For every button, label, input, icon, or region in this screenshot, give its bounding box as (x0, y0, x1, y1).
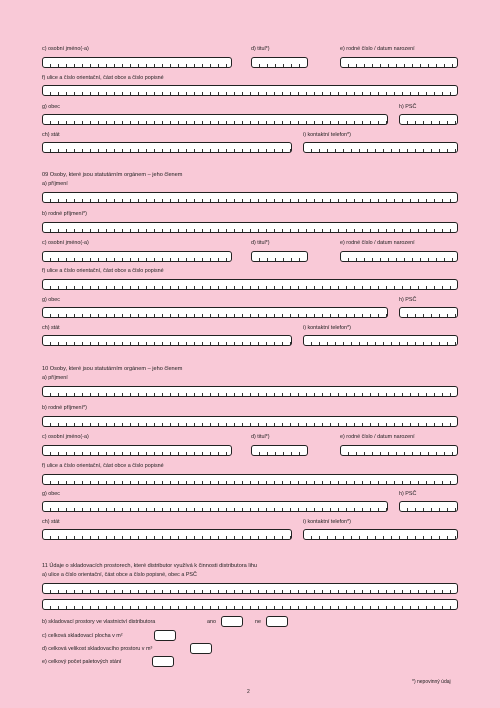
osobni-jmeno-field[interactable] (42, 445, 232, 456)
label-palety: e) celkový počet paletových stání (42, 659, 122, 665)
titul-field[interactable] (251, 251, 308, 262)
label-telefon: i) kontaktní telefon*) (303, 132, 351, 138)
rodne-prijmeni-field[interactable] (42, 222, 458, 233)
adresa-skladu-field-2[interactable] (42, 599, 458, 610)
psc-field[interactable] (399, 114, 458, 125)
obec-field[interactable] (42, 501, 388, 512)
ulice-field[interactable] (42, 474, 458, 485)
label-osobni-jmeno: c) osobní jméno(-a) (42, 46, 89, 52)
ano-checkbox[interactable] (221, 616, 243, 627)
label-osobni-jmeno: c) osobní jméno(-a) (42, 240, 89, 246)
label-psc: h) PSČ (399, 491, 417, 497)
label-titul: d) titul*) (251, 240, 270, 246)
label-osobni-jmeno: c) osobní jméno(-a) (42, 434, 89, 440)
titul-field[interactable] (251, 445, 308, 456)
obec-field[interactable] (42, 114, 388, 125)
section-09-title: 09 Osoby, které jsou statutárním orgánem – jeho členem (42, 172, 183, 178)
plocha-field[interactable] (154, 630, 176, 641)
obec-field[interactable] (42, 307, 388, 318)
osobni-jmeno-field[interactable] (42, 57, 232, 68)
velikost-field[interactable] (190, 643, 212, 654)
ulice-field[interactable] (42, 85, 458, 96)
label-titul: d) titul*) (251, 434, 270, 440)
section-11-title: 11 Údaje o skladovacích prostorech, které distributor využívá k činnosti distributora lihu (42, 563, 258, 569)
label-psc: h) PSČ (399, 297, 417, 303)
label-prijmeni: a) příjmení (42, 375, 68, 381)
stat-field[interactable] (42, 335, 292, 346)
rodne-cislo-field[interactable] (340, 251, 458, 262)
stat-field[interactable] (42, 142, 292, 153)
label-obec: g) obec (42, 297, 60, 303)
label-prijmeni: a) příjmení (42, 181, 68, 187)
palety-field[interactable] (152, 656, 174, 667)
section-10-title: 10 Osoby, které jsou statutárním orgánem – jeho členem (42, 366, 183, 372)
label-velikost: d) celková velikost skladovacího prostoru v m³ (42, 646, 153, 652)
page-number: 2 (247, 689, 250, 695)
telefon-field[interactable] (303, 529, 458, 540)
label-telefon: i) kontaktní telefon*) (303, 519, 351, 525)
prijmeni-field[interactable] (42, 386, 458, 397)
label-ne: ne (255, 619, 261, 625)
label-vlastnictvi: b) skladovací prostory ve vlastnictví distributora (42, 619, 156, 625)
ulice-field[interactable] (42, 279, 458, 290)
footnote: *) nepovinný údaj (412, 679, 451, 685)
label-obec: g) obec (42, 491, 60, 497)
label-psc: h) PSČ (399, 104, 417, 110)
rodne-cislo-field[interactable] (340, 57, 458, 68)
label-rodne-cislo: e) rodné číslo / datum narození (340, 434, 415, 440)
label-rodne-cislo: e) rodné číslo / datum narození (340, 46, 415, 52)
label-obec: g) obec (42, 104, 60, 110)
label-rodne-prijmeni: b) rodné příjmení*) (42, 405, 87, 411)
label-stat: ch) stát (42, 519, 60, 525)
titul-field[interactable] (251, 57, 308, 68)
label-stat: ch) stát (42, 132, 60, 138)
label-ulice: f) ulice a číslo orientační, část obce a číslo popisné (42, 268, 164, 274)
psc-field[interactable] (399, 307, 458, 318)
label-rodne-cislo: e) rodné číslo / datum narození (340, 240, 415, 246)
label-rodne-prijmeni: b) rodné příjmení*) (42, 211, 87, 217)
telefon-field[interactable] (303, 335, 458, 346)
label-ano: ano (207, 619, 216, 625)
label-plocha: c) celková skladovací plocha v m² (42, 633, 123, 639)
adresa-skladu-field-1[interactable] (42, 583, 458, 594)
rodne-prijmeni-field[interactable] (42, 416, 458, 427)
stat-field[interactable] (42, 529, 292, 540)
label-adresa-skladu: a) ulice a číslo orientační, část obce a číslo popisné, obec a PSČ (42, 572, 197, 578)
label-ulice: f) ulice a číslo orientační, část obce a číslo popisné (42, 463, 164, 469)
rodne-cislo-field[interactable] (340, 445, 458, 456)
telefon-field[interactable] (303, 142, 458, 153)
label-titul: d) titul*) (251, 46, 270, 52)
label-stat: ch) stát (42, 325, 60, 331)
psc-field[interactable] (399, 501, 458, 512)
ne-checkbox[interactable] (266, 616, 288, 627)
label-telefon: i) kontaktní telefon*) (303, 325, 351, 331)
prijmeni-field[interactable] (42, 192, 458, 203)
osobni-jmeno-field[interactable] (42, 251, 232, 262)
label-ulice: f) ulice a číslo orientační, část obce a číslo popisné (42, 75, 164, 81)
